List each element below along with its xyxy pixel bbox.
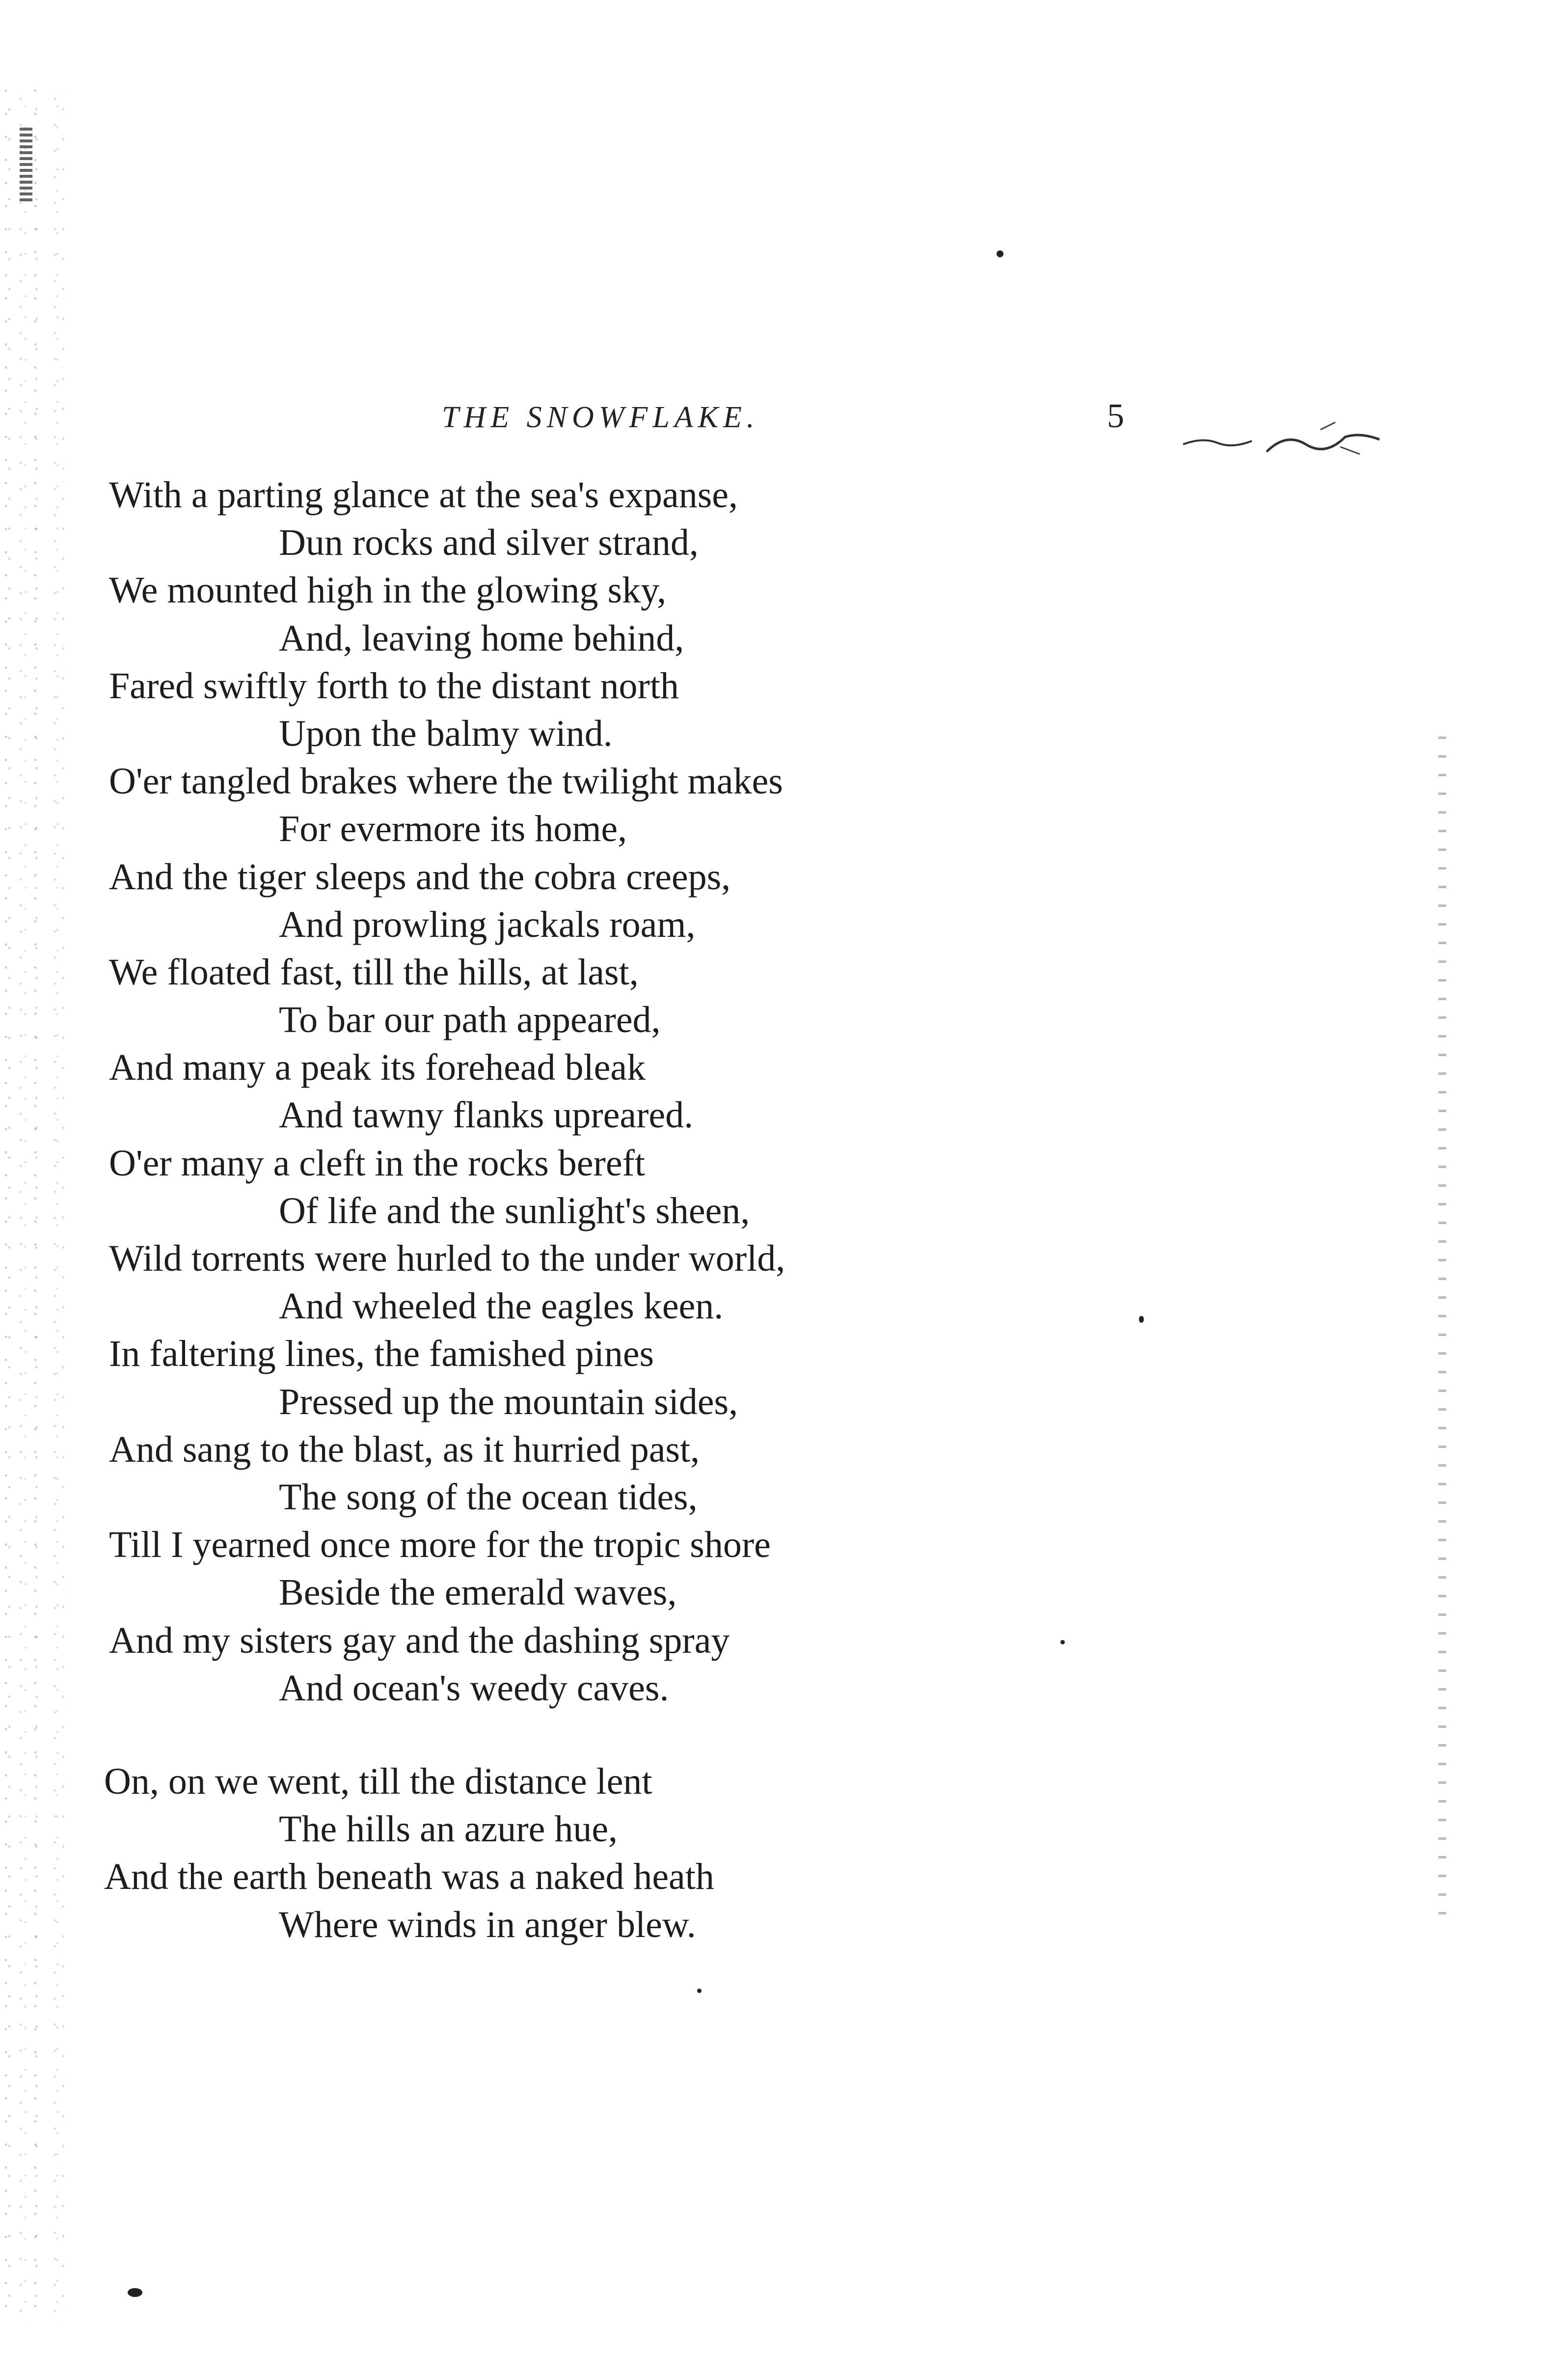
running-head: THE SNOWFLAKE.	[442, 401, 759, 434]
verse-line: Pressed up the mountain sides,	[279, 1381, 738, 1422]
verse-line: And wheeled the eagles keen.	[279, 1285, 724, 1327]
verse-line: Dun rocks and silver strand,	[279, 522, 699, 564]
page-number: 5	[1107, 397, 1124, 435]
verse-line: Beside the emerald waves,	[279, 1572, 677, 1613]
verse-line: On, on we went, till the distance lent	[104, 1761, 652, 1802]
verse-line: For evermore its home,	[279, 808, 627, 850]
verse-line: And prowling jackals roam,	[279, 903, 696, 945]
verse-line: Of life and the sunlight's sheen,	[279, 1190, 750, 1231]
verse-line: O'er tangled brakes where the twilight makes	[109, 761, 783, 802]
verse-line: And my sisters gay and the dashing spray	[109, 1619, 730, 1661]
ink-speck	[697, 1989, 702, 1993]
verse-line: And ocean's weedy caves.	[279, 1667, 669, 1709]
verse-line: And the tiger sleeps and the cobra creeps,	[109, 856, 731, 898]
verse-line: We floated fast, till the hills, at last,	[109, 951, 639, 993]
verse-line: Upon the balmy wind.	[279, 712, 613, 754]
ink-squiggle-decoration	[1173, 417, 1419, 462]
verse-line: With a parting glance at the sea's expanse,	[109, 474, 738, 516]
verse-line: And many a peak its forehead bleak	[109, 1047, 646, 1089]
ink-speck	[1060, 1640, 1065, 1644]
verse-line: And, leaving home behind,	[279, 617, 684, 659]
verse-line: The hills an azure hue,	[279, 1808, 618, 1850]
ink-speck	[128, 2288, 142, 2297]
ink-speck	[997, 250, 1003, 257]
ink-speck	[1139, 1316, 1144, 1323]
verse-line: The song of the ocean tides,	[279, 1476, 698, 1518]
verse-line: And tawny flanks upreared.	[279, 1094, 694, 1136]
stanza-2	[0, 1758, 1568, 1949]
verse-line: Where winds in anger blew.	[279, 1904, 696, 1945]
verse-line: And the earth beneath was a naked heath	[104, 1856, 714, 1898]
verse-line: And sang to the blast, as it hurried past,	[109, 1428, 700, 1470]
stanza-1	[0, 471, 1568, 1712]
verse-line: Wild torrents were hurled to the under world,	[109, 1238, 785, 1279]
verse-line: We mounted high in the glowing sky,	[109, 570, 667, 611]
verse-line: In faltering lines, the famished pines	[109, 1333, 654, 1375]
verse-line: O'er many a cleft in the rocks bereft	[109, 1142, 645, 1184]
verse-line: To bar our path appeared,	[279, 999, 661, 1041]
binding-mark	[20, 128, 32, 201]
verse-line: Till I yearned once more for the tropic shore	[109, 1524, 771, 1566]
verse-line: Fared swiftly forth to the distant north	[109, 665, 679, 707]
